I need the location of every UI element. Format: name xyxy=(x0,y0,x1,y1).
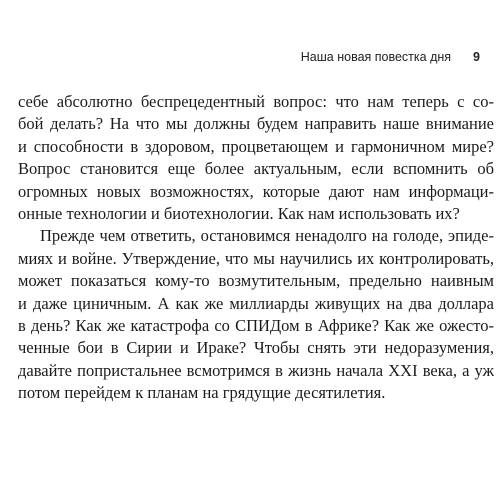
text-line: потом перейдем к планам на грядущие десятилетия. xyxy=(18,383,386,403)
text-line: огромных новых возможностях, которые дают нам информаци- xyxy=(18,181,494,201)
text-line: может показаться кому-то возмутительным, предельно наивным xyxy=(18,271,494,291)
chapter-title: Наша новая повестка дня xyxy=(300,50,452,64)
text-line: бой делать? На что мы должны будем направить наше внимание xyxy=(18,114,494,134)
text-line: онные технологии и биотехнологии. Как нам использовать их? xyxy=(18,203,460,223)
text-line: в день? Как же катастрофа со СПИДом в Африке? Как же ожесто- xyxy=(18,315,494,335)
text-line: ченные бои в Сирии и Ираке? Чтобы снять эти недоразумения, xyxy=(18,338,494,358)
body-text xyxy=(18,91,494,404)
text-line: миях и войне. Утверждение, что мы научились их контролировать, xyxy=(18,248,494,268)
text-line: давайте попристальнее всмотримся в жизнь начала XXI века, а уж xyxy=(18,360,494,380)
text-line: и способности в здоровом, процветающем и гармоничном мире? xyxy=(18,136,494,156)
text-line: себе абсолютно беспрецедентный вопрос: что нам теперь с со- xyxy=(18,92,494,111)
text-line: и даже циничным. А как же миллиарды живущих на два доллара xyxy=(18,293,494,313)
text-line: Вопрос становится еще более актуальным, если вспомнить об xyxy=(18,159,494,179)
text-line: Прежде чем ответить, остановимся ненадолго на голоде, эпиде- xyxy=(40,226,494,246)
running-header xyxy=(301,50,480,64)
page-number: 9 xyxy=(473,50,480,64)
